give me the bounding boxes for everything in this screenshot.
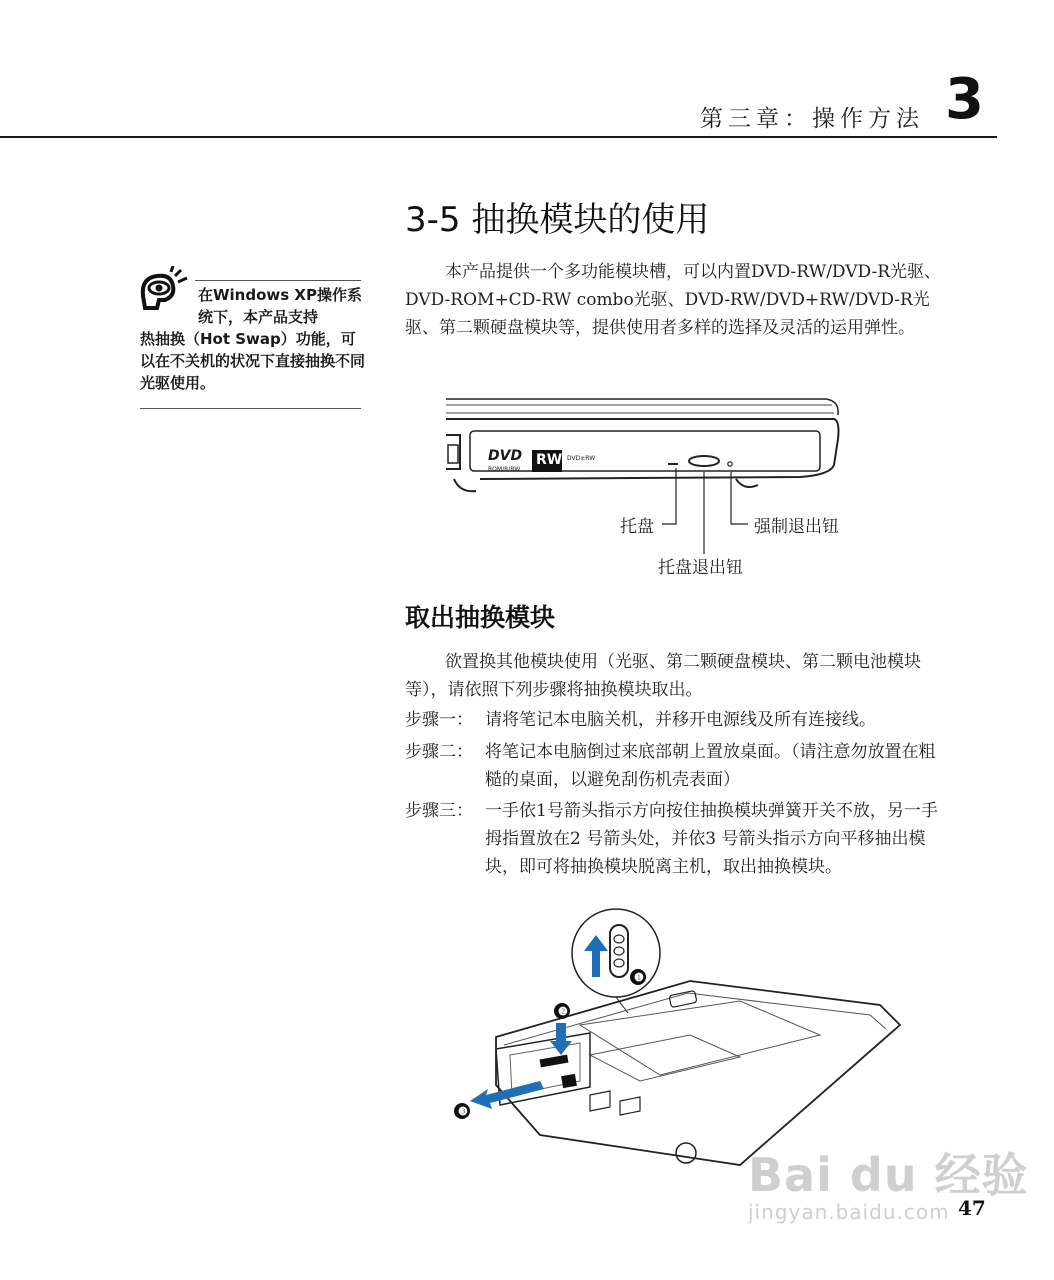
step-1-label: 步骤一： bbox=[405, 710, 473, 730]
header-divider bbox=[0, 136, 997, 138]
callout-3: ❸ bbox=[458, 1105, 468, 1118]
label-tray: 托盘 bbox=[620, 517, 654, 537]
label-force-eject: 强制退出钮 bbox=[754, 517, 839, 537]
side-note-first-line: 在Windows XP操作系统下，本产品支持 bbox=[198, 286, 362, 326]
side-note-rest: 热抽换（Hot Swap）功能，可以在不关机的状况下直接抽换不同光驱使用。 bbox=[140, 330, 366, 392]
callout-1: ❶ bbox=[634, 971, 644, 984]
step-3 bbox=[405, 797, 950, 881]
intro-paragraph: 本产品提供一个多功能模块槽，可以内置DVD-RW/DVD-R光驱、DVD-ROM+CD-RW combo光驱、DVD-RW/DVD+RW/DVD-R光驱、第二颗硬盘模块等，提供使用者多样的选择及灵活的运用弹性。 bbox=[405, 262, 942, 338]
step-2-text: 将笔记本电脑倒过来底部朝上置放桌面。（请注意勿放置在粗糙的桌面，以避免刮伤机壳表面） bbox=[485, 742, 936, 790]
section-title: 3-5 抽换模块的使用 bbox=[405, 200, 710, 240]
step-1 bbox=[405, 706, 950, 734]
label-tray-eject: 托盘退出钮 bbox=[658, 558, 743, 578]
watermark-url: jingyan.baidu.com bbox=[748, 1200, 950, 1224]
note-bottom-rule bbox=[140, 408, 361, 409]
chapter-title: 第三章：操作方法 bbox=[700, 106, 924, 132]
rw-badge-small: DVD±RW bbox=[567, 455, 596, 462]
watermark-main: Bai du 经验 bbox=[748, 1148, 1029, 1202]
step-2 bbox=[405, 738, 950, 794]
rw-badge: RW bbox=[536, 452, 563, 468]
module-removal-figure bbox=[440, 905, 910, 1179]
note-top-rule bbox=[195, 280, 361, 281]
step-3-label: 步骤三： bbox=[405, 801, 473, 821]
dvd-logo-sub: ROM/R/RW bbox=[488, 466, 521, 473]
step-2-label: 步骤二： bbox=[405, 742, 473, 762]
step-3-text: 一手依1号箭头指示方向按住抽换模块弹簧开关不放，另一手拇指置放在2 号箭头处，并依3 号箭头指示方向平移抽出模块，即可将抽换模块脱离主机，取出抽换模块。 bbox=[485, 801, 938, 877]
side-note bbox=[140, 284, 365, 394]
removal-intro: 欲置换其他模块使用（光驱、第二颗硬盘模块、第二颗电池模块等），请依照下列步骤将抽换模块取出。 bbox=[405, 652, 921, 700]
removal-title: 取出抽换模块 bbox=[405, 603, 556, 632]
baidu-watermark bbox=[748, 1150, 1029, 1224]
chapter-number: 3 bbox=[945, 67, 984, 132]
callout-2: ❷ bbox=[558, 1005, 568, 1018]
page-number: 47 bbox=[958, 1196, 986, 1220]
dvd-logo: DVD bbox=[488, 448, 523, 464]
step-1-text: 请将笔记本电脑关机，并移开电源线及所有连接线。 bbox=[485, 710, 876, 730]
